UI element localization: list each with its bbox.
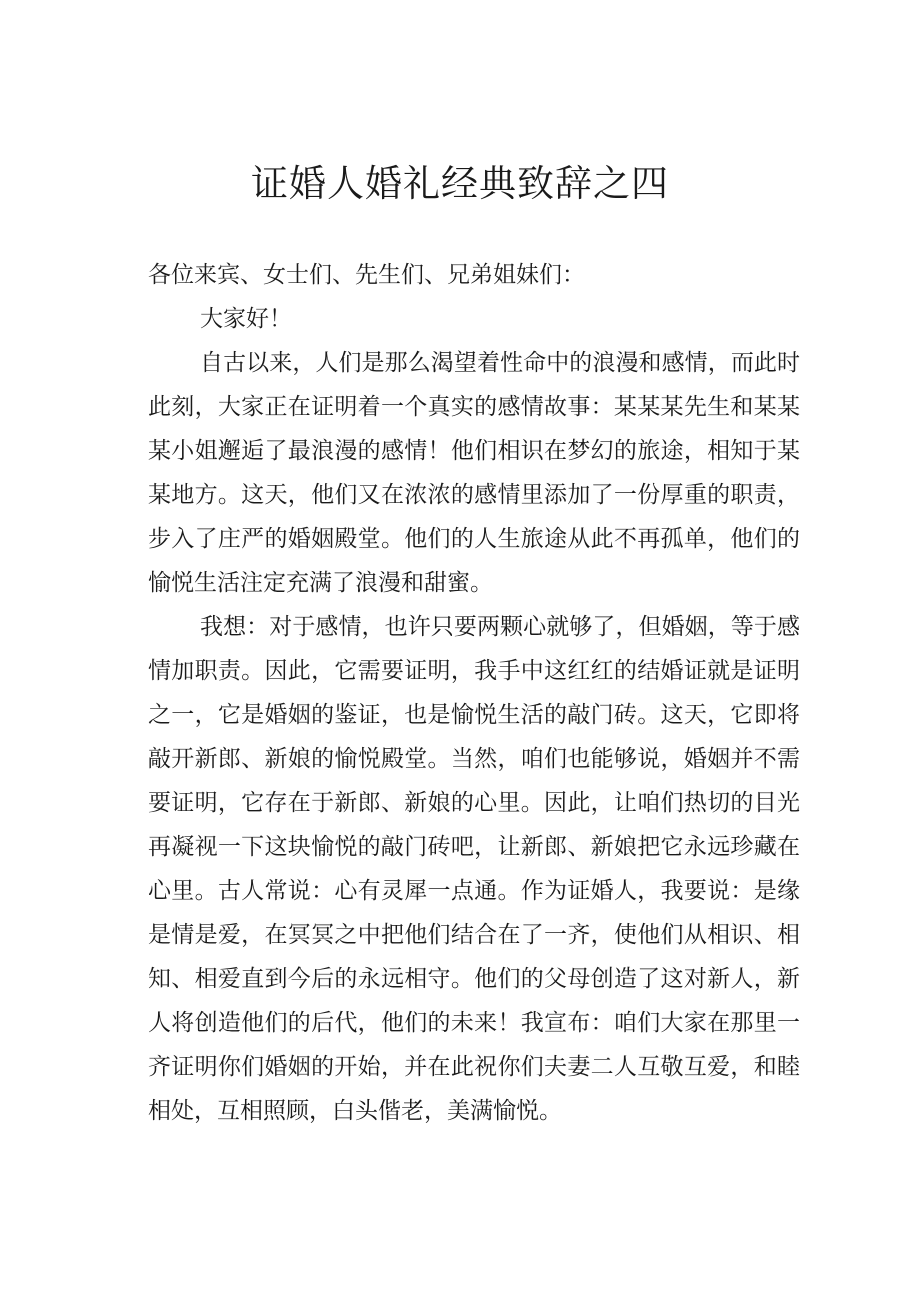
- paragraph-line: 步入了庄严的婚姻殿堂。他们的人生旅途从此不再孤单，他们的: [148, 526, 800, 552]
- paragraph-line: 自古以来，人们是那么渴望着性命中的浪漫和感情，而此时: [200, 350, 800, 376]
- salutation: 各位来宾、女士们、先生们、兄弟姐妹们：: [148, 262, 585, 288]
- paragraph-line: 知、相爱直到今后的永远相守。他们的父母创造了这对新人，新: [148, 966, 800, 992]
- greeting: 大家好！: [200, 306, 292, 332]
- paragraph-line: 敲开新郎、新娘的愉悦殿堂。当然，咱们也能够说，婚姻并不需: [148, 746, 800, 772]
- paragraph-line: 此刻，大家正在证明着一个真实的感情故事：某某某先生和某某: [148, 394, 800, 420]
- document-title: 证婚人婚礼经典致辞之四: [251, 162, 669, 205]
- document-body: [148, 253, 800, 1133]
- paragraph-line: 是情是爱，在冥冥之中把他们结合在了一齐，使他们从相识、相: [148, 922, 800, 948]
- paragraph-2: [148, 605, 800, 1133]
- paragraph-line: 要证明，它存在于新郎、新娘的心里。因此，让咱们热切的目光: [148, 790, 800, 816]
- paragraph-line: 某地方。这天，他们又在浓浓的感情里添加了一份厚重的职责，: [148, 482, 800, 508]
- paragraph-line: 我想：对于感情，也许只要两颗心就够了，但婚姻，等于感: [200, 614, 800, 640]
- paragraph-line: 心里。古人常说：心有灵犀一点通。作为证婚人，我要说：是缘: [148, 878, 800, 904]
- paragraph-line: 情加职责。因此，它需要证明，我手中这红红的结婚证就是证明: [148, 658, 800, 684]
- paragraph-line: 相处，互相照顾，白头偕老，美满愉悦。: [148, 1098, 562, 1124]
- paragraph-line: 人将创造他们的后代，他们的未来！我宣布：咱们大家在那里一: [148, 1010, 800, 1036]
- paragraph-line: 齐证明你们婚姻的开始，并在此祝你们夫妻二人互敬互爱，和睦: [148, 1054, 800, 1080]
- paragraph-line: 愉悦生活注定充满了浪漫和甜蜜。: [148, 570, 493, 596]
- paragraph-1: [148, 341, 800, 605]
- paragraph-line: 再凝视一下这块愉悦的敲门砖吧，让新郎、新娘把它永远珍藏在: [148, 834, 800, 860]
- paragraph-line: 某小姐邂逅了最浪漫的感情！他们相识在梦幻的旅途，相知于某: [148, 438, 800, 464]
- paragraph-line: 之一，它是婚姻的鉴证，也是愉悦生活的敲门砖。这天，它即将: [148, 702, 800, 728]
